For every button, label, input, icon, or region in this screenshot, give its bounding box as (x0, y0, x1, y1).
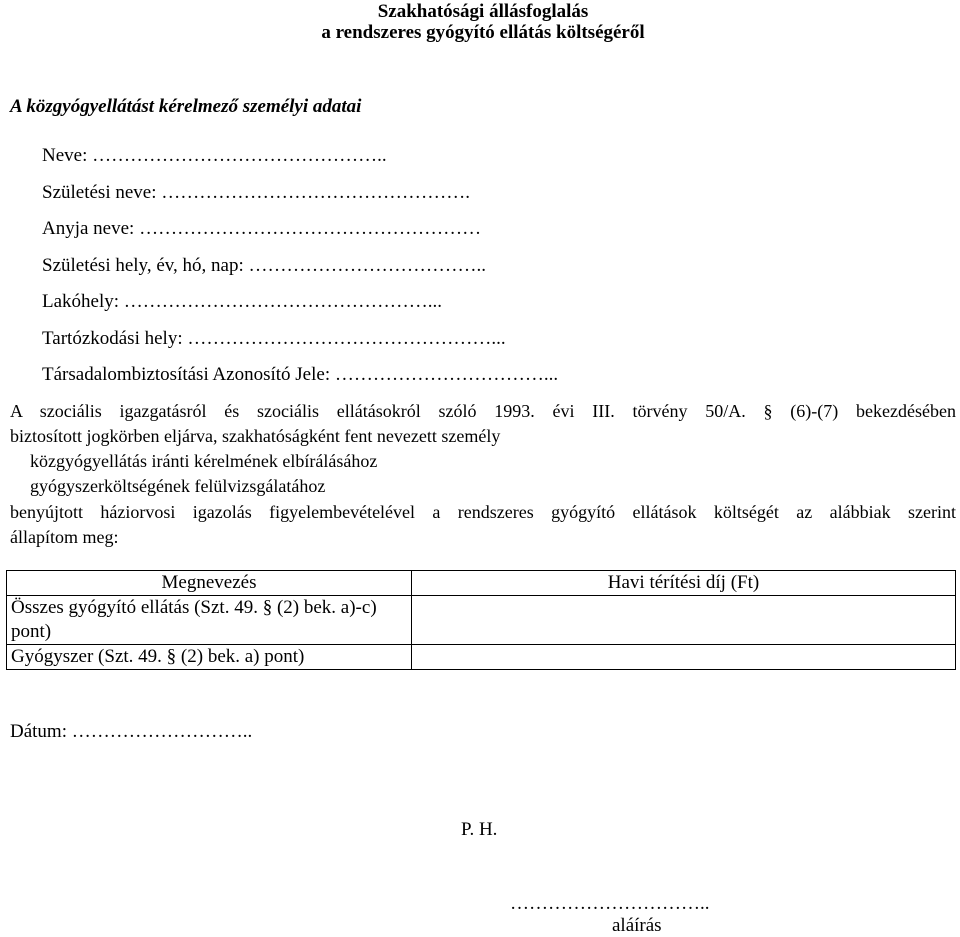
table-header-cell: Megnevezés (7, 571, 412, 596)
table-header-cell: Havi térítési díj (Ft) (412, 571, 956, 596)
field-label: Tartózkodási hely: (42, 328, 183, 349)
fees-table (6, 570, 956, 670)
field-stay-address[interactable] (42, 328, 506, 350)
field-mother-name[interactable] (42, 218, 481, 240)
field-blank: ……………………………….. (248, 255, 486, 276)
table-header-row (7, 571, 956, 596)
field-blank: …………………………………………. (161, 182, 470, 203)
paragraph-line: közgyógyellátás iránti kérelmének elbírálásához (30, 451, 378, 471)
table-row (7, 596, 956, 645)
paragraph-line: benyújtott háziorvosi igazolás figyelembevételével a rendszeres gyógyító ellátások költségét az alábbiak szerint (10, 502, 956, 522)
document-title: Szakhatósági állásfoglalás (377, 1, 589, 22)
document-subtitle: a rendszeres gyógyító ellátás költségéről (321, 22, 645, 43)
field-blank: …………………………………………... (123, 291, 443, 312)
table-cell-fee[interactable] (412, 645, 956, 670)
section-heading: A közgyógyellátást kérelmező személyi adatai (10, 96, 362, 117)
table-cell: Összes gyógyító ellátás (Szt. 49. § (2) bek. a)-c) pont) (7, 596, 412, 645)
field-label: Neve: (42, 145, 88, 166)
field-birth-name[interactable] (42, 182, 470, 204)
field-birth-place-date[interactable] (42, 255, 486, 277)
field-label: Társadalombiztosítási Azonosító Jele: (42, 364, 331, 385)
field-name[interactable] (42, 145, 387, 167)
field-residence[interactable] (42, 291, 442, 313)
signature-label: aláírás (612, 915, 662, 936)
table-row (7, 645, 956, 670)
date-label: Dátum: (10, 721, 67, 742)
paragraph-line: biztosított jogkörben eljárva, szakhatóságként fent nevezett személy (10, 426, 501, 446)
table-cell: Gyógyszer (Szt. 49. § (2) bek. a) pont) (7, 645, 412, 670)
field-blank: ……………………………………………… (139, 218, 482, 239)
date-blank: ……………………….. (71, 721, 253, 742)
table-cell-fee[interactable] (412, 596, 956, 645)
field-blank: ……………………………... (334, 364, 559, 385)
stamp-placeholder: P. H. (461, 819, 498, 840)
field-label: Születési hely, év, hó, nap: (42, 255, 244, 276)
field-label: Lakóhely: (42, 291, 120, 312)
field-label: Születési neve: (42, 182, 157, 203)
field-blank: …………………………………………... (187, 328, 506, 349)
field-label: Anyja neve: (42, 218, 135, 239)
paragraph-line: gyógyszerköltségének felülvizsgálatához (30, 476, 326, 496)
paragraph-line: A szociális igazgatásról és szociális ellátásokról szóló 1993. évi III. törvény 50/A. § (6)-(7) bekezdésében (10, 401, 956, 421)
field-blank: ……………………………………….. (92, 145, 387, 166)
field-social-security-id[interactable] (42, 364, 558, 386)
signature-blank[interactable]: ………………………….. (510, 893, 710, 914)
paragraph-line: állapítom meg: (10, 527, 119, 547)
date-field[interactable] (10, 721, 252, 743)
